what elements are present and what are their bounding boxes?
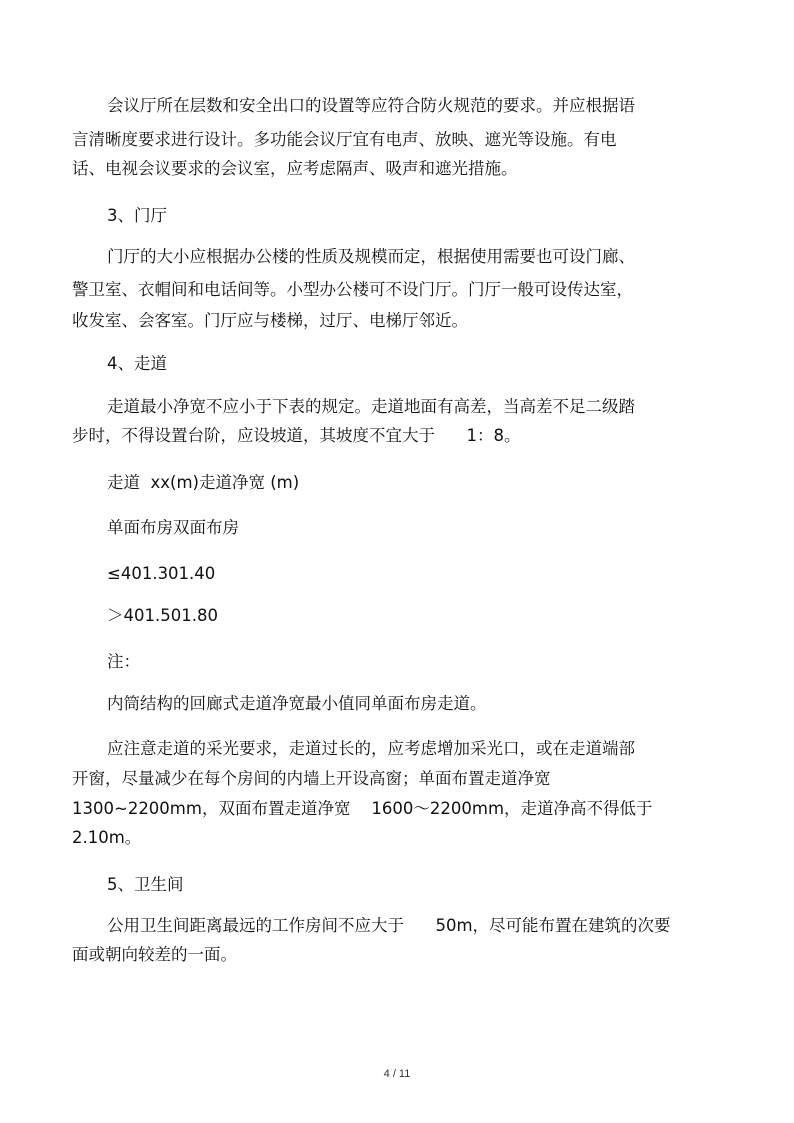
- text-line: 言清晰度要求进行设计。多功能会议厅宜有电声、放映、遮光等设施。有电: [72, 130, 617, 149]
- table-header-row: 走道 xx(m)走道净宽 (m): [107, 473, 300, 492]
- text-line: 2.10m。: [72, 828, 142, 847]
- page-indicator: 4 / 11: [383, 1068, 411, 1080]
- text-line: 门厅的大小应根据办公楼的性质及规模而定，根据使用需要也可设门廊、: [107, 247, 635, 266]
- section-heading-toilet: 5、卫生间: [107, 875, 184, 894]
- text-line: 开窗，尽量减少在每个房间的内墙上开设高窗；单面布置走道净宽: [72, 769, 551, 788]
- section-heading-corridor: 4、走道: [107, 354, 167, 373]
- text-line: 步时，不得设置台阶，应设坡道，其坡度不宜大于 1：8。: [72, 426, 521, 445]
- text-line: 应注意走道的采光要求，走道过长的，应考虑增加采光口，或在走道端部: [107, 739, 635, 758]
- text-line: 会议厅所在层数和安全出口的设置等应符合防火规范的要求。并应根据语: [107, 96, 635, 115]
- text-line: 走道最小净宽不应小于下表的规定。走道地面有高差，当高差不足二级踏: [107, 397, 635, 416]
- text-line: 公用卫生间距离最远的工作房间不应大于 50m，尽可能布置在建筑的次要: [107, 916, 671, 935]
- text-line: 面或朝向较差的一面。: [72, 945, 237, 964]
- text-line: 警卫室、衣帽间和电话间等。小型办公楼可不设门厅。门厅一般可设传达室，: [72, 280, 633, 299]
- text-line: 1300~2200mm，双面布置走道净宽 1600～2200mm，走道净高不得低于: [72, 799, 653, 818]
- table-row: ≤401.301.40: [107, 564, 216, 583]
- text-line: 话、电视会议要求的会议室，应考虑隔声、吸声和遮光措施。: [72, 159, 518, 178]
- table-row: ＞401.501.80: [107, 606, 218, 625]
- text-line: 收发室、会客室。门厅应与楼梯，过厅、电梯厅邻近。: [72, 311, 468, 330]
- section-heading-lobby: 3、门厅: [107, 206, 167, 225]
- note-label: 注：: [107, 652, 140, 671]
- table-subheader-row: 单面布房双面布房: [107, 518, 239, 537]
- note-text: 内筒结构的回廊式走道净宽最小值同单面布房走道。: [107, 694, 487, 713]
